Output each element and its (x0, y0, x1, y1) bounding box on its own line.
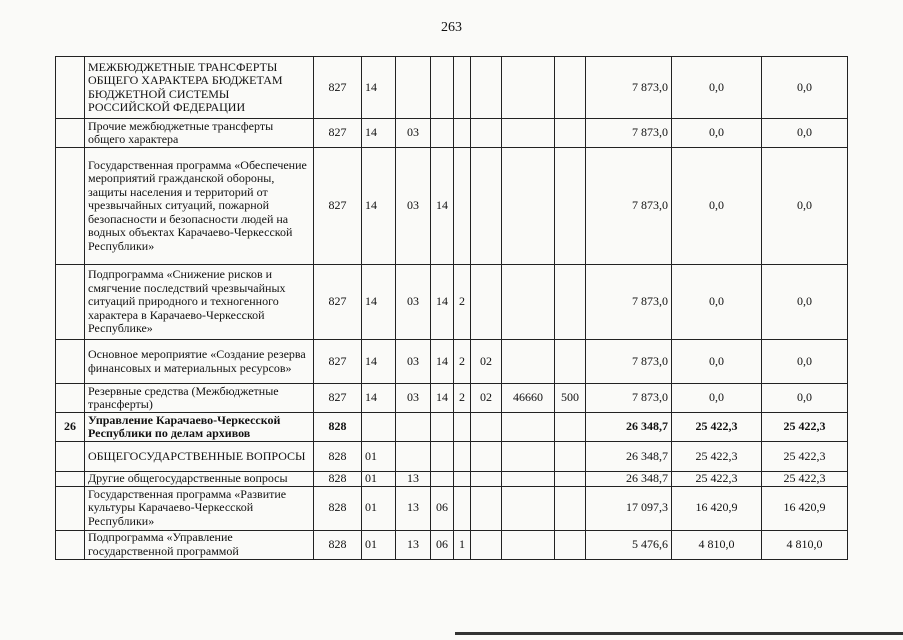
cell-s2: 25 422,3 (672, 413, 762, 442)
table-row (56, 265, 848, 340)
cell-me (471, 57, 502, 119)
cell-name: Прочие межбюджетные трансферты общего характера (85, 119, 314, 148)
cell-pr: 03 (396, 119, 431, 148)
cell-ved: 828 (314, 472, 362, 487)
cell-name: Государственная программа «Развитие культуры Карачаево-Черкесской Республики» (85, 486, 314, 530)
cell-code (502, 413, 555, 442)
cell-prog: 14 (431, 148, 454, 265)
cell-num: 26 (56, 413, 85, 442)
cell-s1: 7 873,0 (586, 340, 672, 384)
cell-s3: 25 422,3 (762, 413, 848, 442)
scan-edge-line (455, 632, 903, 635)
cell-prog: 14 (431, 384, 454, 413)
cell-name: Другие общегосударственные вопросы (85, 472, 314, 487)
cell-sub (454, 148, 471, 265)
cell-vr (555, 530, 586, 559)
cell-rz: 14 (362, 57, 396, 119)
cell-code (502, 340, 555, 384)
cell-name: Подпрограмма «Снижение рисков и смягчение последствий чрезвычайных ситуаций природного и техногенного характера в Карачаево-Черкесской Республике» (85, 265, 314, 340)
cell-prog: 06 (431, 530, 454, 559)
table-row (56, 57, 848, 119)
cell-s3: 4 810,0 (762, 530, 848, 559)
cell-ved: 827 (314, 119, 362, 148)
cell-me (471, 413, 502, 442)
cell-code (502, 530, 555, 559)
cell-vr (555, 413, 586, 442)
cell-s2: 0,0 (672, 340, 762, 384)
cell-num (56, 472, 85, 487)
budget-table (55, 56, 848, 560)
cell-pr: 03 (396, 265, 431, 340)
cell-s1: 26 348,7 (586, 442, 672, 472)
cell-s2: 0,0 (672, 148, 762, 265)
cell-s1: 17 097,3 (586, 486, 672, 530)
cell-vr (555, 148, 586, 265)
cell-vr (555, 340, 586, 384)
cell-s3: 0,0 (762, 57, 848, 119)
table-row (56, 384, 848, 413)
cell-me: 02 (471, 340, 502, 384)
cell-name: Подпрограмма «Управление государственной программой (85, 530, 314, 559)
cell-s1: 7 873,0 (586, 384, 672, 413)
cell-s1: 26 348,7 (586, 413, 672, 442)
cell-rz: 01 (362, 530, 396, 559)
cell-s2: 25 422,3 (672, 472, 762, 487)
cell-s2: 0,0 (672, 119, 762, 148)
cell-prog: 14 (431, 265, 454, 340)
cell-pr: 13 (396, 486, 431, 530)
cell-me (471, 119, 502, 148)
cell-code: 46660 (502, 384, 555, 413)
cell-s2: 0,0 (672, 57, 762, 119)
cell-vr (555, 57, 586, 119)
cell-name: ОБЩЕГОСУДАРСТВЕННЫЕ ВОПРОСЫ (85, 442, 314, 472)
table-row (56, 340, 848, 384)
cell-rz: 14 (362, 265, 396, 340)
cell-s1: 7 873,0 (586, 57, 672, 119)
cell-s2: 16 420,9 (672, 486, 762, 530)
cell-rz: 14 (362, 384, 396, 413)
cell-code (502, 119, 555, 148)
cell-name: Резервные средства (Межбюджетные трансферты) (85, 384, 314, 413)
cell-num (56, 486, 85, 530)
cell-pr: 03 (396, 340, 431, 384)
table-row (56, 486, 848, 530)
cell-rz: 14 (362, 119, 396, 148)
cell-rz: 01 (362, 486, 396, 530)
table-row (56, 119, 848, 148)
cell-code (502, 442, 555, 472)
cell-rz: 01 (362, 472, 396, 487)
cell-prog (431, 119, 454, 148)
cell-pr: 03 (396, 384, 431, 413)
cell-pr: 13 (396, 530, 431, 559)
cell-sub (454, 413, 471, 442)
cell-me (471, 486, 502, 530)
cell-vr (555, 442, 586, 472)
cell-s1: 7 873,0 (586, 265, 672, 340)
cell-sub: 2 (454, 384, 471, 413)
cell-num (56, 148, 85, 265)
cell-pr: 03 (396, 148, 431, 265)
cell-pr: 13 (396, 472, 431, 487)
cell-me (471, 265, 502, 340)
cell-pr (396, 442, 431, 472)
cell-me (471, 442, 502, 472)
cell-num (56, 442, 85, 472)
cell-s3: 25 422,3 (762, 472, 848, 487)
cell-s3: 0,0 (762, 148, 848, 265)
cell-code (502, 148, 555, 265)
cell-me: 02 (471, 384, 502, 413)
cell-prog: 06 (431, 486, 454, 530)
table-row (56, 442, 848, 472)
cell-num (56, 265, 85, 340)
cell-ved: 828 (314, 442, 362, 472)
page-number: 263 (441, 20, 462, 35)
cell-num (56, 119, 85, 148)
cell-sub (454, 486, 471, 530)
cell-s1: 7 873,0 (586, 148, 672, 265)
cell-vr (555, 265, 586, 340)
cell-s1: 26 348,7 (586, 472, 672, 487)
table-row (56, 530, 848, 559)
cell-s2: 4 810,0 (672, 530, 762, 559)
cell-num (56, 384, 85, 413)
cell-code (502, 57, 555, 119)
cell-pr (396, 57, 431, 119)
cell-s2: 0,0 (672, 265, 762, 340)
cell-sub (454, 57, 471, 119)
table-row (56, 148, 848, 265)
cell-name: Управление Карачаево-Черкесской Республики по делам архивов (85, 413, 314, 442)
cell-vr (555, 472, 586, 487)
cell-s3: 0,0 (762, 265, 848, 340)
cell-ved: 828 (314, 530, 362, 559)
cell-s3: 0,0 (762, 119, 848, 148)
cell-num (56, 340, 85, 384)
cell-rz: 14 (362, 148, 396, 265)
cell-ved: 827 (314, 57, 362, 119)
cell-s2: 0,0 (672, 384, 762, 413)
cell-sub (454, 472, 471, 487)
cell-sub: 2 (454, 340, 471, 384)
cell-rz (362, 413, 396, 442)
cell-ved: 827 (314, 340, 362, 384)
cell-num (56, 57, 85, 119)
cell-s1: 7 873,0 (586, 119, 672, 148)
table-row (56, 413, 848, 442)
cell-prog (431, 472, 454, 487)
cell-me (471, 472, 502, 487)
cell-s3: 25 422,3 (762, 442, 848, 472)
cell-vr (555, 486, 586, 530)
cell-s3: 0,0 (762, 384, 848, 413)
cell-vr: 500 (555, 384, 586, 413)
cell-sub: 2 (454, 265, 471, 340)
cell-sub (454, 119, 471, 148)
cell-code (502, 472, 555, 487)
cell-ved: 827 (314, 265, 362, 340)
cell-prog (431, 57, 454, 119)
cell-me (471, 530, 502, 559)
cell-s2: 25 422,3 (672, 442, 762, 472)
cell-s1: 5 476,6 (586, 530, 672, 559)
cell-vr (555, 119, 586, 148)
cell-pr (396, 413, 431, 442)
cell-sub: 1 (454, 530, 471, 559)
cell-ved: 828 (314, 486, 362, 530)
cell-rz: 01 (362, 442, 396, 472)
cell-ved: 827 (314, 148, 362, 265)
cell-name: Основное мероприятие «Создание резерва финансовых и материальных ресурсов» (85, 340, 314, 384)
cell-code (502, 486, 555, 530)
cell-name: МЕЖБЮДЖЕТНЫЕ ТРАНСФЕРТЫ ОБЩЕГО ХАРАКТЕРА БЮДЖЕТАМ БЮДЖЕТНОЙ СИСТЕМЫ РОССИЙСКОЙ ФЕДЕРАЦИИ (85, 57, 314, 119)
cell-prog (431, 442, 454, 472)
cell-me (471, 148, 502, 265)
cell-prog: 14 (431, 340, 454, 384)
cell-s3: 16 420,9 (762, 486, 848, 530)
cell-num (56, 530, 85, 559)
cell-ved: 827 (314, 384, 362, 413)
cell-sub (454, 442, 471, 472)
table-row (56, 472, 848, 487)
cell-code (502, 265, 555, 340)
cell-ved: 828 (314, 413, 362, 442)
cell-rz: 14 (362, 340, 396, 384)
cell-name: Государственная программа «Обеспечение мероприятий гражданской обороны, защиты населения и территорий от чрезвычайных ситуаций, пожарной безопасности и безопасности людей на водных объектах Карачаево-Черкесской Республики» (85, 148, 314, 265)
cell-s3: 0,0 (762, 340, 848, 384)
cell-prog (431, 413, 454, 442)
